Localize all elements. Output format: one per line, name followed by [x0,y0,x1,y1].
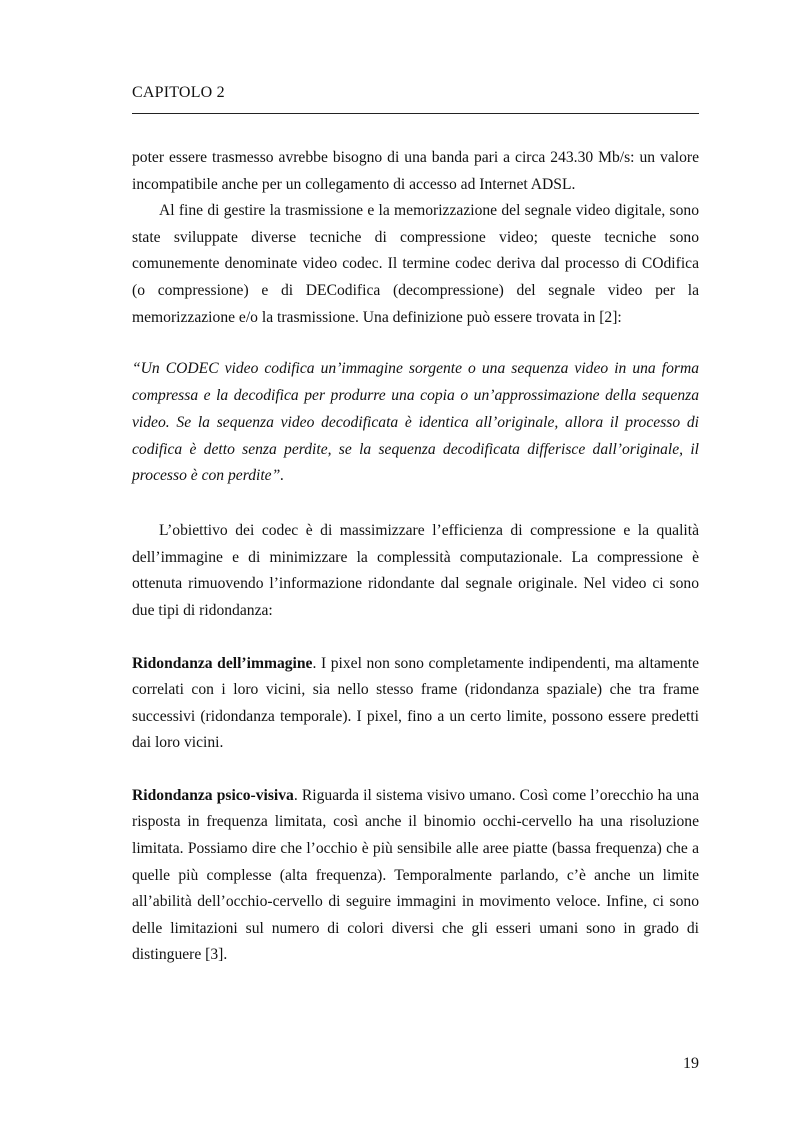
psychovisual-redundancy-term: Ridondanza psico-visiva [132,786,294,804]
codec-intro-paragraph: Al fine di gestire la trasmissione e la memorizzazione del segnale video digitale, sono state sviluppate diverse tecniche di compressione video; queste tecniche sono comunemente denominate video codec. Il termine codec deriva dal processo di COdifica (o compressione) e di DECodifica (decompressione) del segnale video per la memorizzazione e/o la trasmissione. Una definizione può essere trovata in [2]: [132,202,699,326]
page-number: 19 [683,1055,699,1072]
psychovisual-redundancy-paragraph [132,783,699,969]
codec-objective-paragraph: L’obiettivo dei codec è di massimizzare l’efficienza di compressione e la qualità dell’immagine e di minimizzare la complessità computazionale. La compressione è ottenuta rimuovendo l’informazione ridondante dal segnale originale. Nel video ci sono due tipi di ridondanza: [132,522,699,619]
header-rule [132,113,699,114]
image-redundancy-paragraph [132,651,699,757]
image-redundancy-text: . I pixel non sono completamente indipendenti, ma altamente correlati con i loro vicini, sia nello stesso frame (ridondanza spaziale) che tra frame successivi (ridondanza temporale). I pixel, fino a un certo limite, possono essere predetti dai loro vicini. [132,654,699,752]
chapter-heading: CAPITOLO 2 [132,84,225,101]
continuation-paragraph: poter essere trasmesso avrebbe bisogno di una banda pari a circa 243.30 Mb/s: un valore incompatibile anche per un collegamento di accesso ad Internet ADSL. [132,149,699,193]
codec-definition-quote: “Un CODEC video codifica un’immagine sorgente o una sequenza video in una forma compressa e la decodifica per produrre una copia o un’approssimazione della sequenza video. Se la sequenza video decodificata è identica all’originale, allora il processo di codifica è detto senza perdite, se la sequenza decodificata differisce dall’originale, il processo è con perdite”. [132,360,699,485]
psychovisual-redundancy-text: . Riguarda il sistema visivo umano. Così come l’orecchio ha una risposta in frequenza limitata, così anche il binomio occhi-cervello ha una risoluzione limitata. Possiamo dire che l’occhio è più sensibile alle aree piatte (bassa frequenza) che a quelle più complesse (alta frequenza). Temporalmente parlando, c’è anche un limite all’abilità dell’occhio-cervello di seguire immagini in movimento veloce. Infine, ci sono delle limitazioni sul numero di colori diversi che gli esseri umani sono in grado di distinguere [3]. [132,786,699,964]
image-redundancy-term: Ridondanza dell’immagine [132,654,313,672]
body-text [132,145,699,969]
